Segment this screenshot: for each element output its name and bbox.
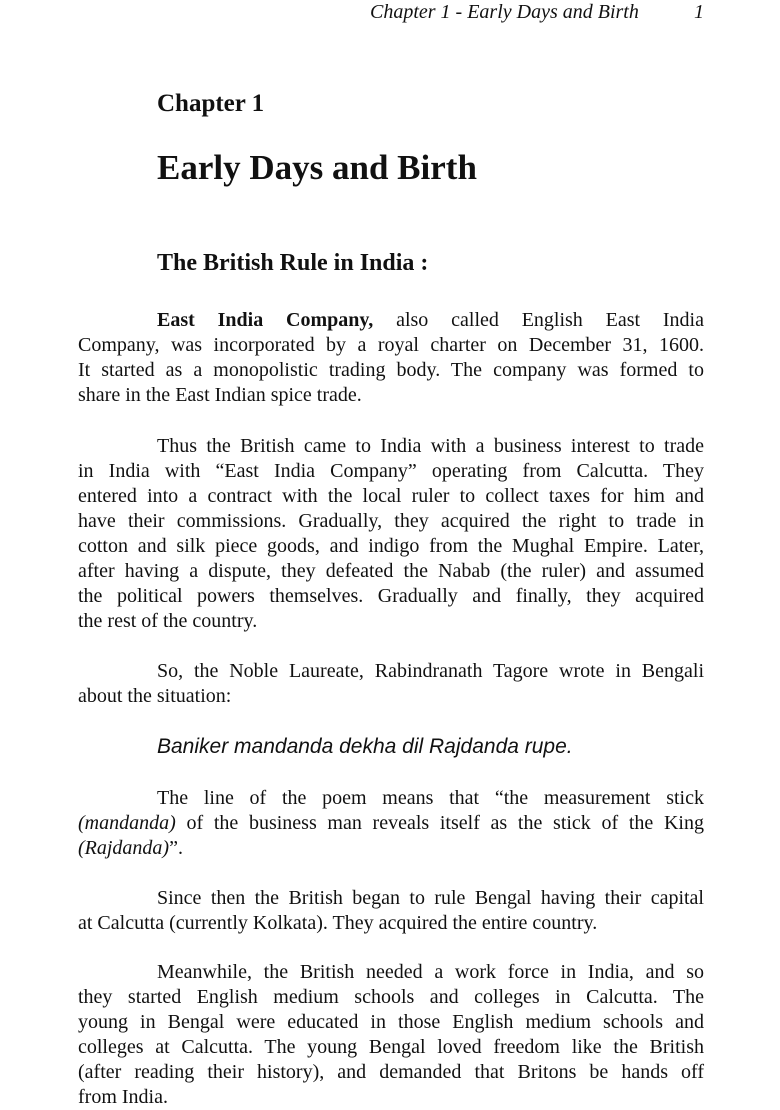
text-line xyxy=(78,836,704,861)
text-line: It started as a monopolistic trading body. The company was formed to xyxy=(78,359,704,381)
text-line: Thus the British came to India with a business interest to trade xyxy=(157,435,704,457)
text-span: ”. xyxy=(169,837,183,859)
italic-term: (mandanda) xyxy=(78,812,176,834)
text-span: of the business man reveals itself as the stick of the King xyxy=(175,812,704,834)
text-line: the rest of the country. xyxy=(78,610,258,632)
paragraph-british-rule-bengal xyxy=(78,886,704,936)
chapter-title: Early Days and Birth xyxy=(157,148,477,187)
text-line: entered into a contract with the local ruler to collect taxes for him and xyxy=(78,485,704,507)
text-line: Meanwhile, the British needed a work force in India, and so xyxy=(157,961,704,983)
poem-quote: Baniker mandanda dekha dil Rajdanda rupe. xyxy=(157,735,573,758)
text-line: Since then the British began to rule Bengal having their capital xyxy=(157,887,704,909)
section-heading: The British Rule in India : xyxy=(157,250,429,276)
text-line: (after reading their history), and demanded that Britons be hands off xyxy=(78,1061,704,1083)
paragraph-east-india-company xyxy=(78,308,704,408)
text-line: Company, was incorporated by a royal charter on December 31, 1600. xyxy=(78,334,704,356)
text-line: have their commissions. Gradually, they acquired the right to trade in xyxy=(78,510,704,532)
text-line: cotton and silk piece goods, and indigo from the Mughal Empire. Later, xyxy=(78,535,704,557)
text-line: after having a dispute, they defeated the Nabab (the ruler) and assumed xyxy=(78,560,704,582)
text-line: So, the Noble Laureate, Rabindranath Tagore wrote in Bengali xyxy=(157,660,704,682)
running-header-title: Chapter 1 - Early Days and Birth xyxy=(370,1,639,23)
paragraph-english-schools xyxy=(78,960,704,1110)
paragraph-poem-meaning xyxy=(78,786,704,861)
text-line: in India with “East India Company” operating from Calcutta. They xyxy=(78,460,704,482)
text-line: from India. xyxy=(78,1086,168,1108)
text-line xyxy=(78,308,704,333)
text-line: The line of the poem means that “the measurement stick xyxy=(157,787,704,809)
text-line: about the situation: xyxy=(78,685,232,707)
text-line: share in the East Indian spice trade. xyxy=(78,384,362,406)
paragraph-british-trade xyxy=(78,434,704,634)
bold-lead: East India Company, xyxy=(157,309,374,331)
text-line xyxy=(78,811,704,836)
page-number: 1 xyxy=(694,1,704,23)
paragraph-tagore xyxy=(78,659,704,709)
text-line: at Calcutta (currently Kolkata). They acquired the entire country. xyxy=(78,912,598,934)
italic-term: (Rajdanda) xyxy=(78,837,170,859)
text-line: colleges at Calcutta. The young Bengal loved freedom like the British xyxy=(78,1036,704,1058)
chapter-number: Chapter 1 xyxy=(157,90,265,117)
text-span: also called English East India xyxy=(373,309,704,331)
text-line: the political powers themselves. Gradually and finally, they acquired xyxy=(78,585,704,607)
text-line: they started English medium schools and colleges in Calcutta. The xyxy=(78,986,704,1008)
text-line: young in Bengal were educated in those English medium schools and xyxy=(78,1011,704,1033)
